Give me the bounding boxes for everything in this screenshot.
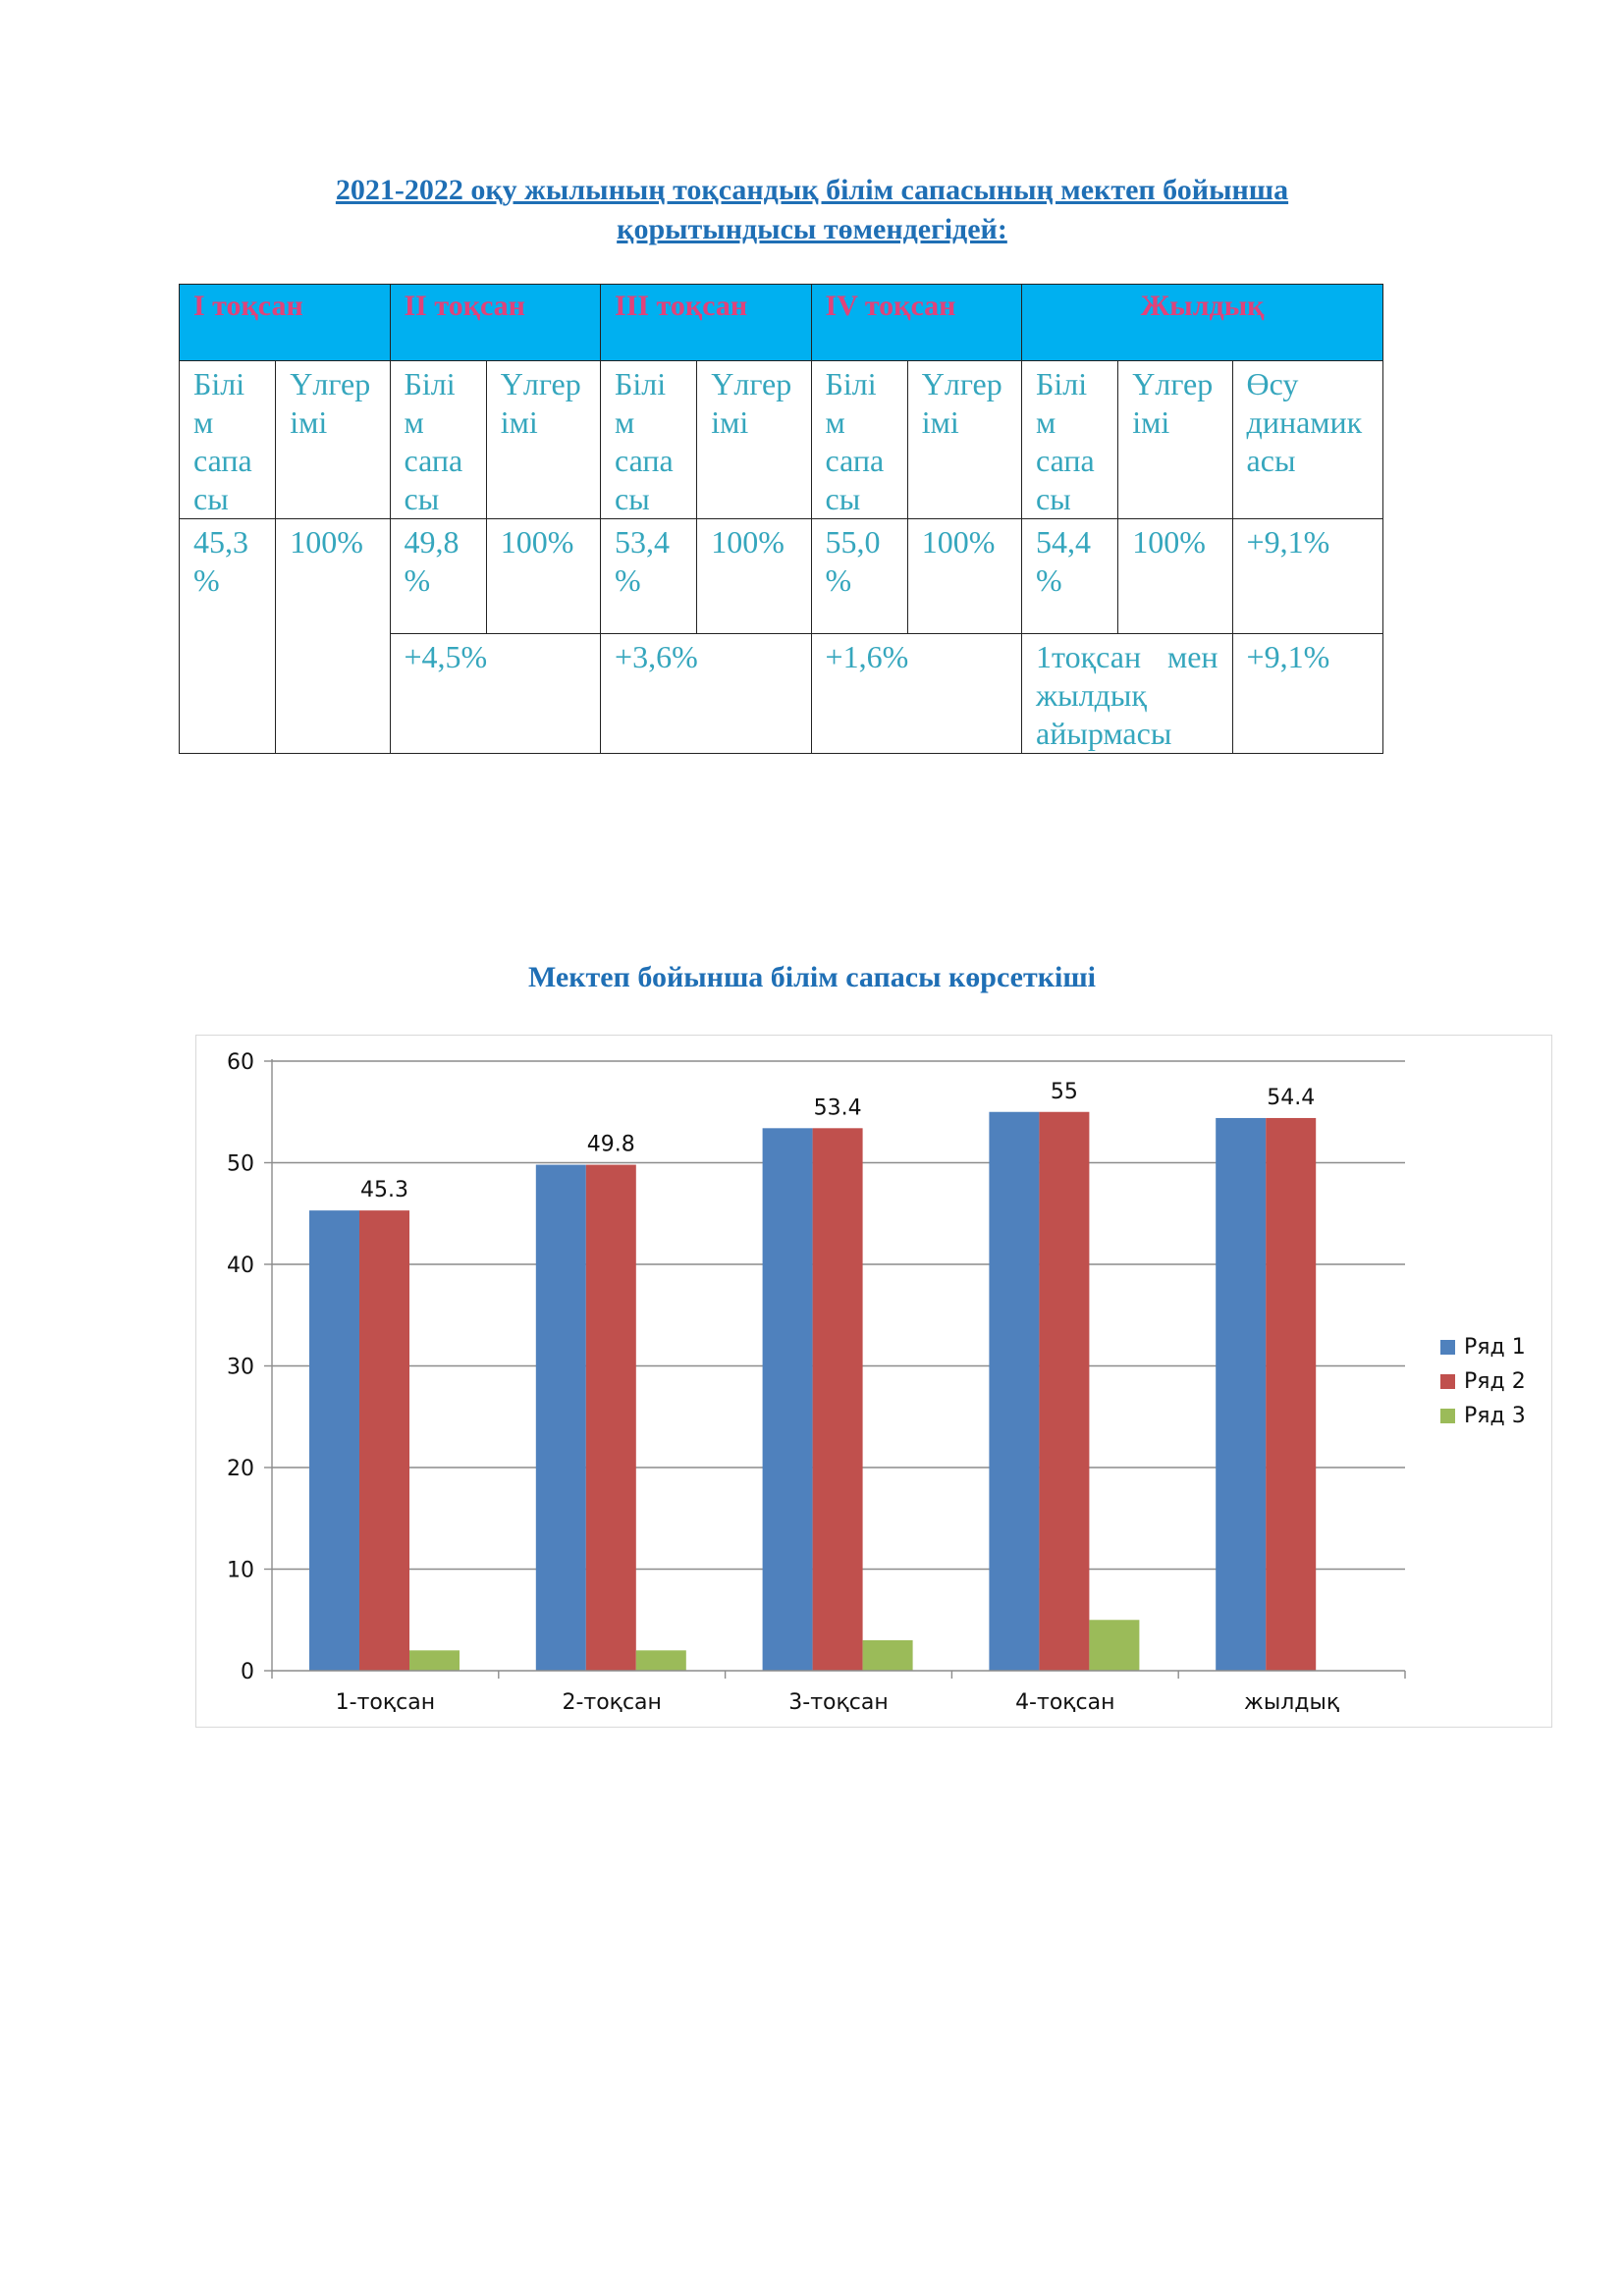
- cell-q1-progress: 100%: [276, 519, 390, 754]
- cell-year-progress: 100%: [1118, 519, 1232, 634]
- subheader-q4-quality: Білім сапасы: [811, 361, 907, 519]
- results-table: [179, 284, 1383, 754]
- y-tick-label: 20: [227, 1457, 254, 1481]
- legend-item-series-3: [1440, 1399, 1526, 1433]
- legend-item-series-2: [1440, 1364, 1526, 1399]
- bar-1-1: [309, 1210, 359, 1671]
- subheader-q3-quality: Білім сапасы: [601, 361, 697, 519]
- header-q2: II тоқсан: [390, 285, 601, 361]
- bar-2-1: [359, 1210, 409, 1671]
- legend-label-series-1: Ряд 1: [1464, 1335, 1526, 1360]
- legend-swatch-series-2: [1440, 1374, 1455, 1389]
- bar-1-2: [536, 1165, 586, 1671]
- chart-title: Мектеп бойынша білім сапасы көрсеткіші: [527, 961, 1096, 993]
- subheader-q2-progress: Үлгерімі: [486, 361, 600, 519]
- bar-1-4: [989, 1112, 1039, 1671]
- y-tick-label: 10: [227, 1558, 254, 1583]
- legend-label-series-3: Ряд 3: [1464, 1404, 1526, 1428]
- data-label-3: 53.4: [813, 1095, 862, 1121]
- subheader-q3-progress: Үлгерімі: [697, 361, 811, 519]
- x-tick-label: 1-тоқсан: [335, 1690, 436, 1715]
- header-q3: III тоқсан: [601, 285, 812, 361]
- subheader-q1-progress: Үлгерімі: [276, 361, 390, 519]
- cell-q2-difference: +4,5%: [390, 634, 601, 754]
- x-tick-label: 2-тоқсан: [562, 1690, 662, 1715]
- subheader-q1-quality: Білім сапасы: [180, 361, 276, 519]
- cell-q2-progress: 100%: [486, 519, 600, 634]
- document-title-line-2: қорытындысы төмендегідей:: [617, 213, 1007, 245]
- y-tick-label: 40: [227, 1254, 254, 1278]
- bar-2-5: [1266, 1118, 1316, 1671]
- cell-q2-quality: 49,8 %: [390, 519, 486, 634]
- cell-q4-difference: +1,6%: [811, 634, 1022, 754]
- legend-item-series-1: [1440, 1330, 1526, 1364]
- document-title: [187, 171, 1437, 249]
- cell-year-quality: 54,4 %: [1022, 519, 1118, 634]
- header-q4: IV тоқсан: [811, 285, 1022, 361]
- cell-year-difference-label: 1тоқсан мен жылдық айырмасы: [1022, 634, 1233, 754]
- bar-1-3: [763, 1128, 813, 1671]
- table-header-row: [180, 285, 1383, 361]
- bar-2-2: [586, 1165, 636, 1671]
- bar-1-5: [1216, 1118, 1266, 1671]
- header-q1: I тоқсан: [180, 285, 391, 361]
- bar-3-3: [863, 1640, 913, 1671]
- y-tick-label: 50: [227, 1151, 254, 1177]
- chart-legend: [1440, 1330, 1526, 1433]
- subheader-year-quality: Білім сапасы: [1022, 361, 1118, 519]
- subheader-q4-progress: Үлгерімі: [907, 361, 1021, 519]
- cell-q3-quality: 53,4 %: [601, 519, 697, 634]
- cell-year-growth: +9,1%: [1232, 519, 1382, 634]
- bar-3-1: [409, 1650, 460, 1671]
- x-tick-label: жылдық: [1244, 1690, 1340, 1715]
- data-label-2: 49.8: [586, 1132, 635, 1157]
- cell-q3-difference: +3,6%: [601, 634, 812, 754]
- y-tick-label: 60: [227, 1050, 254, 1075]
- header-year: Жылдық: [1022, 285, 1383, 361]
- cell-year-difference-value: +9,1%: [1232, 634, 1382, 754]
- bar-2-3: [813, 1128, 863, 1671]
- data-label-1: 45.3: [360, 1178, 408, 1203]
- bar-2-4: [1039, 1112, 1089, 1671]
- document-title-line-1: 2021-2022 оқу жылының тоқсандық білім сапасының мектеп бойынша: [335, 174, 1289, 206]
- subheader-year-growth: Өсу динамикасы: [1232, 361, 1382, 519]
- table-subheader-row: [180, 361, 1383, 519]
- bar-chart: [195, 1035, 1552, 1728]
- y-tick-label: 30: [227, 1355, 254, 1380]
- cell-q1-quality: 45,3 %: [180, 519, 276, 754]
- bar-3-2: [636, 1650, 686, 1671]
- legend-swatch-series-1: [1440, 1340, 1455, 1355]
- x-tick-label: 3-тоқсан: [788, 1690, 889, 1715]
- subheader-q2-quality: Білім сапасы: [390, 361, 486, 519]
- cell-q3-progress: 100%: [697, 519, 811, 634]
- bar-3-4: [1089, 1620, 1139, 1671]
- x-tick-label: 4-тоқсан: [1015, 1690, 1115, 1715]
- table-values-row: [180, 519, 1383, 634]
- data-label-5: 54.4: [1267, 1085, 1316, 1110]
- cell-q4-progress: 100%: [907, 519, 1021, 634]
- legend-swatch-series-3: [1440, 1409, 1455, 1423]
- y-tick-label: 0: [241, 1660, 254, 1684]
- cell-q4-quality: 55,0 %: [811, 519, 907, 634]
- legend-label-series-2: Ряд 2: [1464, 1369, 1526, 1394]
- subheader-year-progress: Үлгерімі: [1118, 361, 1232, 519]
- data-label-4: 55: [1050, 1079, 1078, 1104]
